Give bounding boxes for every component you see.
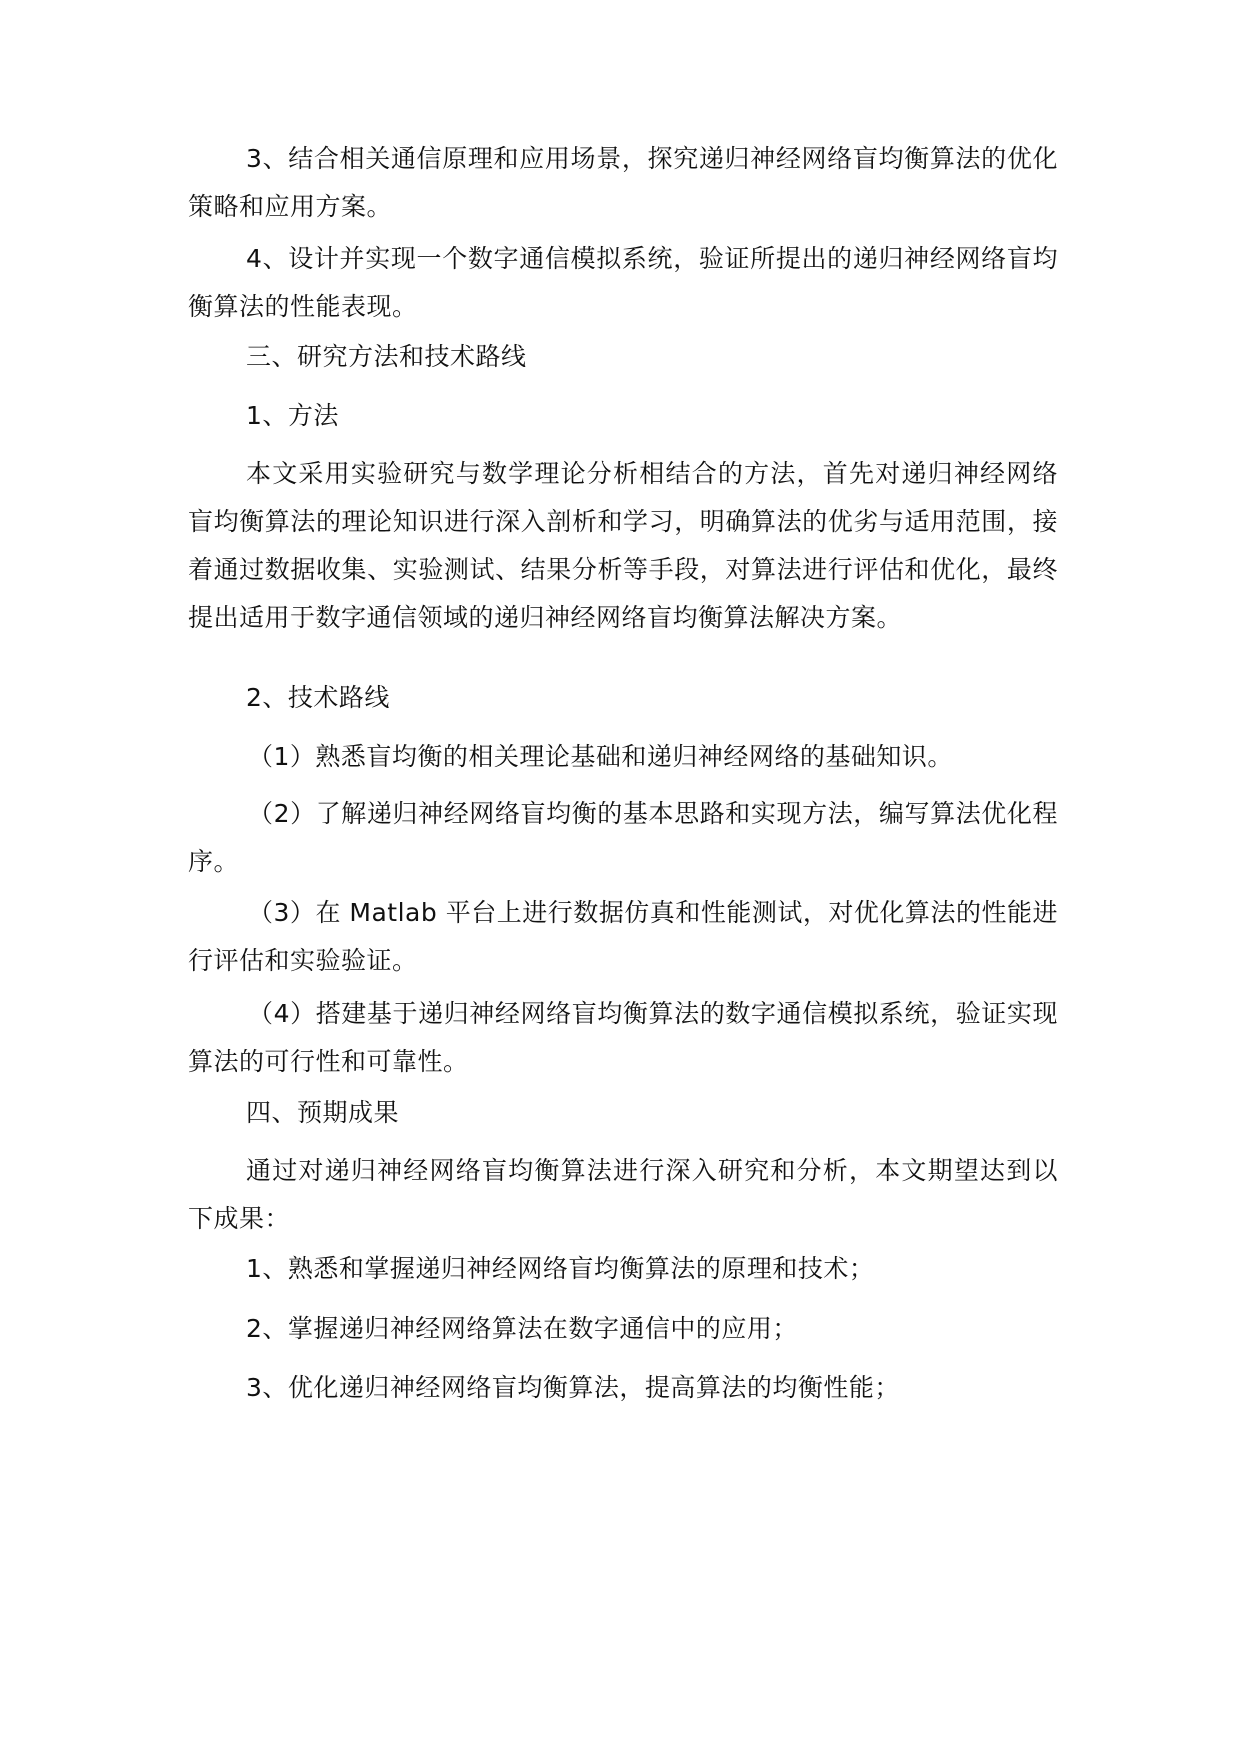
route-step-1: （1）熟悉盲均衡的相关理论基础和递归神经网络的基础知识。 — [248, 742, 953, 771]
expected-results-intro: 通过对递归神经网络盲均衡算法进行深入研究和分析，本文期望达到以下成果： — [188, 1156, 1058, 1233]
expected-result-3: 3、优化递归神经网络盲均衡算法，提高算法的均衡性能； — [246, 1373, 900, 1402]
expected-result-1: 1、熟悉和掌握递归神经网络盲均衡算法的原理和技术； — [246, 1254, 875, 1283]
technical-route-subheading: 2、技术路线 — [246, 683, 390, 712]
method-subheading: 1、方法 — [246, 401, 339, 430]
objective-4-paragraph: 4、设计并实现一个数字通信模拟系统，验证所提出的递归神经网络盲均衡算法的性能表现。 — [188, 244, 1058, 321]
route-step-3: （3）在 Matlab 平台上进行数据仿真和性能测试，对优化算法的性能进行评估和实验验证。 — [188, 898, 1058, 975]
route-step-4: （4）搭建基于递归神经网络盲均衡算法的数字通信模拟系统，验证实现算法的可行性和可靠性。 — [188, 999, 1058, 1076]
objective-3-paragraph: 3、结合相关通信原理和应用场景，探究递归神经网络盲均衡算法的优化策略和应用方案。 — [188, 144, 1058, 221]
method-paragraph: 本文采用实验研究与数学理论分析相结合的方法，首先对递归神经网络盲均衡算法的理论知识进行深入剖析和学习，明确算法的优劣与适用范围，接着通过数据收集、实验测试、结果分析等手段，对算法进行评估和优化，最终提出适用于数字通信领域的递归神经网络盲均衡算法解决方案。 — [188, 459, 1058, 632]
section-3-heading: 三、研究方法和技术路线 — [246, 342, 527, 371]
route-step-2: （2）了解递归神经网络盲均衡的基本思路和实现方法，编写算法优化程序。 — [188, 799, 1058, 876]
expected-result-2: 2、掌握递归神经网络算法在数字通信中的应用； — [246, 1314, 798, 1343]
section-4-heading: 四、预期成果 — [246, 1098, 400, 1127]
